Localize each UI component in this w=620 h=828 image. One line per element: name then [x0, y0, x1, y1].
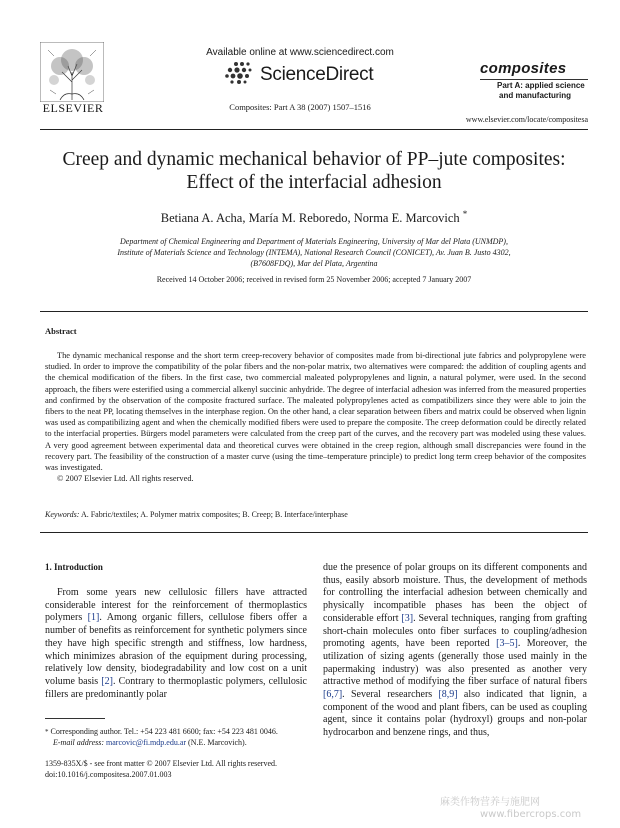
citation-link[interactable]: [1]	[87, 612, 100, 624]
front-matter-info	[45, 759, 345, 780]
body-text: also indicated that lignin, a component of the wood and plant fibers, can be used as coupling agent, since it contains polar (hydroxyl) groups and non-polar hydrocarbon and benzene rings, and thus,	[323, 689, 587, 739]
intro-paragraph-right	[323, 562, 587, 740]
body-text: From some years new cellulosic fillers have attracted considerable interest for the reinforcement of thermoplastics polymers	[45, 587, 307, 624]
doi-line[interactable]: doi:10.1016/j.compositesa.2007.01.003	[45, 769, 172, 779]
publisher-name: ELSEVIER	[42, 101, 104, 115]
abstract-heading: Abstract	[45, 326, 77, 336]
body-text: . Among organic fillers, cellulose fibers offer a number of benefits as reinforcement for synthetic polymers since they have high specific strength and stiffness, low hardness, which minimizes abrasion of the equipment during processing, relatively low density, biodegradability and low cost on a unit volume basis	[45, 612, 308, 687]
footnote-contact-line	[45, 727, 315, 738]
received-dates: Received 14 October 2006; received in revised form 25 November 2006; accepted 7 January 2007	[156, 275, 472, 284]
sciencedirect-dots-icon	[222, 60, 258, 86]
citation-link[interactable]: [2]	[101, 675, 113, 687]
body-text: due the presence of polar groups on its different components and thus, easily absorb moisture. Thus, the development of methods for controlling the interfacial adhesion between chemically and physically incompatible phases has been the object of considerable effort	[323, 562, 587, 624]
elsevier-tree-logo-icon	[40, 42, 104, 102]
corresponding-author-footnote	[45, 727, 315, 748]
site-watermark	[440, 797, 620, 821]
email-label: E-mail address:	[53, 737, 105, 747]
citation-link[interactable]: [8,9]	[438, 689, 458, 701]
footnote-star: *	[45, 728, 49, 736]
author-names: Betiana A. Acha, María M. Reboredo, Norma E. Marcovich	[160, 211, 460, 226]
header-divider	[40, 129, 588, 130]
journal-homepage-link[interactable]: www.elsevier.com/locate/compositesa	[465, 115, 588, 124]
footnote-divider	[45, 718, 105, 719]
citation-link[interactable]: [3–5]	[496, 638, 518, 650]
watermark-url: www.fibercrops.com	[480, 809, 582, 820]
affiliation-line-3: (B7608FDQ), Mar del Plata, Argentina	[250, 259, 378, 268]
journal-citation: Composites: Part A 38 (2007) 1507–1516	[229, 102, 371, 112]
keywords-text: A. Fabric/textiles; A. Polymer matrix composites; B. Creep; B. Interface/interphase	[80, 510, 348, 519]
citation-link[interactable]: [3]	[401, 612, 414, 624]
abstract-paragraph: The dynamic mechanical response and the short term creep-recovery behavior of composites made from bi-directional jute fabrics and polypropylene were studied. In order to improve the compatibility of the polar fibers and the non-polar matrix, two alternatives were compared: the addition of coupling agents and the chemical modification of the fibers. In the first case, two commercial maleated polypropylenes and lignin, a natural polymer, were used. In the second approach, the fibers were esterified using a commercial alkenyl succinic anhydride. The degree of interfacial adhesion was inferred from the measured properties and confirmed by the observation of the composite fractured surface. The maleated polypropylenes acted as compatibilizers since they were able to join the fibers to the neat PP, locating themselves in the interphase region. On the other hand, a clear separation between fibers and matrix could be observed when lignin was used as compatibilizing agent and when the chemically modified fibers were used to prepare the composite. The creep deformation could be directly related to the interfacial properties. Bürgers model parameters were calculated from the creep part of the curves, and the recovery part was modeled using these values. A very good agreement between experimental data and theoretical curves were obtained in the creep region, although small discrepancies were found in the recovery part. The feasibility of the construction of a master curve (using the time–temperature principle) to predict long term creep behavior of the composites was investigated.	[45, 351, 586, 473]
body-text: . Contrary to thermoplastic polymers, cellulosic fillers are predominantly polar	[45, 675, 307, 700]
abstract-bottom-divider	[40, 532, 588, 533]
body-text: . Moreover, the utilization of sizing agents (generally those used mainly in the papermaking industry) was also presented as another very attractive method of modifying the fiber surface of natural fibers	[323, 638, 587, 688]
journal-logo-rule	[480, 79, 588, 80]
abstract-copyright: © 2007 Elsevier Ltd. All rights reserved.	[57, 474, 194, 484]
email-link[interactable]: marcovic@fi.mdp.edu.ar	[106, 737, 187, 747]
right-column-text	[323, 562, 587, 740]
journal-subtitle-line-1: Part A: applied science	[497, 81, 585, 90]
article-title-line-1: Creep and dynamic mechanical behavior of PP–jute composites:	[62, 149, 566, 170]
keywords-label: Keywords:	[45, 510, 80, 519]
journal-logo-title: composites	[480, 60, 567, 77]
email-owner: (N.E. Marcovich).	[188, 737, 247, 747]
available-online-text[interactable]: Available online at www.sciencedirect.com	[206, 47, 394, 58]
issn-line: 1359-835X/$ - see front matter © 2007 Elsevier Ltd. All rights reserved.	[45, 759, 278, 768]
left-column-text	[45, 587, 307, 701]
intro-paragraph-left	[45, 587, 307, 701]
article-title-line-2: Effect of the interfacial adhesion	[186, 172, 442, 193]
watermark-chinese: 麻类作物营养与施肥网	[440, 797, 540, 808]
abstract-top-divider	[40, 311, 588, 312]
author-affiliations	[70, 236, 558, 269]
affiliation-line-2: Institute of Materials Science and Technology (INTEMA), National Research Council (CONICET), Av. Juan B. Justo 4302,	[117, 248, 511, 257]
article-title	[40, 148, 588, 194]
sciencedirect-logo[interactable]	[222, 60, 382, 86]
body-text: . Several researchers	[342, 689, 439, 701]
journal-logo-subtitle	[497, 81, 597, 101]
keywords-line	[45, 510, 586, 519]
sciencedirect-wordmark: ScienceDirect	[260, 64, 374, 85]
abstract-body	[45, 350, 586, 484]
footnote-email-line	[45, 738, 315, 749]
footnote-contact: Corresponding author. Tel.: +54 223 481 6600; fax: +54 223 481 0046.	[50, 727, 278, 736]
author-list	[40, 209, 588, 226]
section-heading-introduction: 1. Introduction	[45, 562, 103, 572]
journal-subtitle-line-2: and manufacturing	[499, 91, 572, 100]
corresponding-author-mark[interactable]: *	[462, 209, 468, 219]
body-text: . Several techniques, ranging from grafting short-chain molecules onto fiber surfaces to coupling/adhesion promoting agents, have been reported	[323, 612, 588, 650]
affiliation-line-1: Department of Chemical Engineering and Department of Materials Engineering, University of Mar del Plata (UNMDP),	[120, 237, 508, 246]
citation-link[interactable]: [6,7]	[323, 689, 343, 701]
